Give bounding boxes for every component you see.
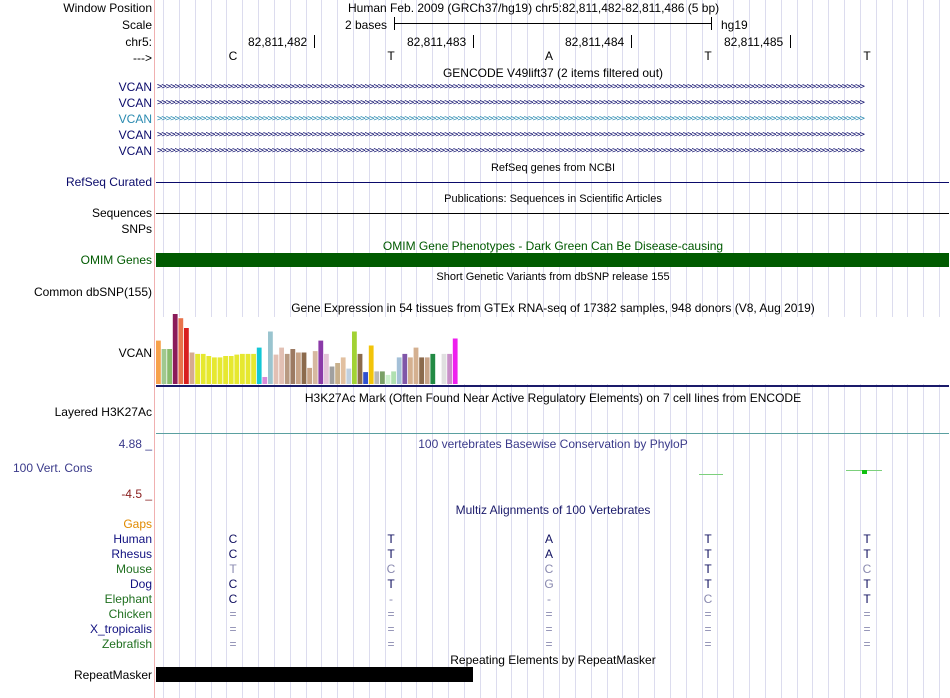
position-label: 82,811,483 bbox=[407, 35, 467, 49]
snps-label: SNPs bbox=[121, 222, 152, 236]
gtex-tissue-bar[interactable] bbox=[274, 355, 279, 384]
gaps-label: Gaps bbox=[123, 517, 152, 531]
gtex-tissue-bar[interactable] bbox=[335, 363, 340, 384]
gtex-tissue-bar[interactable] bbox=[285, 354, 290, 384]
gencode-title[interactable]: GENCODE V49lift37 (2 items filtered out) bbox=[442, 66, 664, 80]
strand-label: ---> bbox=[133, 51, 152, 65]
species-label[interactable]: Human bbox=[113, 532, 152, 546]
gtex-tissue-bar[interactable] bbox=[408, 357, 413, 384]
dbsnp-title[interactable]: Short Genetic Variants from dbSNP release 155 bbox=[436, 271, 670, 283]
gtex-tissue-bar[interactable] bbox=[374, 371, 379, 384]
position-tick bbox=[790, 35, 791, 48]
multiz-title[interactable]: Multiz Alignments of 100 Vertebrates bbox=[455, 503, 651, 517]
gencode-gene-label[interactable]: VCAN bbox=[118, 112, 152, 126]
reference-base: T bbox=[387, 49, 395, 63]
gtex-tissue-bar[interactable] bbox=[190, 353, 195, 385]
position-tick bbox=[314, 35, 315, 48]
alignment-base: C bbox=[386, 562, 396, 576]
gtex-tissue-bar[interactable] bbox=[313, 351, 318, 384]
gtex-tissue-bar[interactable] bbox=[184, 328, 189, 384]
publications-title[interactable]: Publications: Sequences in Scientific Articles bbox=[444, 193, 662, 205]
alignment-base: G bbox=[544, 577, 554, 591]
h3k27ac-baseline bbox=[156, 433, 949, 434]
scale-bar-right bbox=[711, 17, 712, 30]
alignment-base: = bbox=[229, 637, 237, 651]
conservation-mark bbox=[862, 470, 867, 474]
alignment-base: = bbox=[545, 607, 553, 621]
reference-base: T bbox=[863, 49, 871, 63]
alignment-base: = bbox=[863, 637, 871, 651]
gtex-bar-chart[interactable] bbox=[156, 313, 536, 385]
scale-db: hg19 bbox=[721, 18, 748, 32]
gtex-tissue-bar[interactable] bbox=[352, 332, 357, 385]
gtex-tissue-bar[interactable] bbox=[279, 348, 284, 384]
species-label[interactable]: X_tropicalis bbox=[89, 622, 152, 636]
gtex-tissue-bar[interactable] bbox=[240, 354, 245, 384]
repeatmasker-title[interactable]: Repeating Elements by RepeatMasker bbox=[450, 653, 656, 667]
gtex-tissue-bar[interactable] bbox=[363, 372, 368, 384]
gtex-tissue-bar[interactable] bbox=[290, 349, 295, 384]
gtex-tissue-bar[interactable] bbox=[302, 353, 307, 385]
gtex-tissue-bar[interactable] bbox=[257, 348, 262, 384]
alignment-base: C bbox=[862, 562, 872, 576]
gencode-transcript[interactable]: >>>>>>>>>>>>>>>>>>>>>>>>>>>>>>>>>>>>>>>>>>>>>>>>>>>>>>>>>>>>>>>>>>>>>>>>>>>>>>>>>>>>>>>>>>>>>>>>>>>>>>>>>>>>>>>>>>>>>>>>>>>>>>>>>>>>>>>>>>>>>>>>>>>>>>>>>>>>>>>> bbox=[157, 114, 864, 124]
alignment-base: C bbox=[228, 532, 238, 546]
gtex-tissue-bar[interactable] bbox=[419, 357, 424, 384]
alignment-base: = bbox=[704, 622, 712, 636]
alignment-base: T bbox=[704, 547, 712, 561]
alignment-base: C bbox=[703, 592, 713, 606]
gtex-label[interactable]: VCAN bbox=[118, 346, 152, 360]
assembly-title[interactable]: Human Feb. 2009 (GRCh37/hg19) chr5:82,811,482-82,811,486 (5 bp) bbox=[348, 1, 720, 15]
refseq-title[interactable]: RefSeq genes from NCBI bbox=[490, 162, 616, 174]
alignment-base: = bbox=[229, 622, 237, 636]
conservation-label[interactable]: 100 Vert. Cons bbox=[13, 461, 93, 475]
gencode-gene-label[interactable]: VCAN bbox=[118, 128, 152, 142]
alignment-base: = bbox=[387, 607, 395, 621]
conservation-min-label: -4.5 _ bbox=[121, 487, 152, 501]
position-tick bbox=[473, 35, 474, 48]
omim-label[interactable]: OMIM Genes bbox=[80, 253, 152, 267]
scale-text: 2 bases bbox=[345, 18, 388, 32]
gtex-tissue-bar[interactable] bbox=[246, 354, 251, 384]
alignment-base: T bbox=[863, 592, 871, 606]
alignment-base: T bbox=[704, 532, 712, 546]
alignment-base: - bbox=[547, 592, 551, 606]
window-position-label: Window Position bbox=[63, 1, 152, 15]
gtex-tissue-bar[interactable] bbox=[206, 356, 211, 384]
alignment-base: T bbox=[387, 547, 395, 561]
alignment-base: = bbox=[545, 637, 553, 651]
publications-label[interactable]: Sequences bbox=[91, 206, 152, 220]
gencode-transcript[interactable]: >>>>>>>>>>>>>>>>>>>>>>>>>>>>>>>>>>>>>>>>>>>>>>>>>>>>>>>>>>>>>>>>>>>>>>>>>>>>>>>>>>>>>>>>>>>>>>>>>>>>>>>>>>>>>>>>>>>>>>>>>>>>>>>>>>>>>>>>>>>>>>>>>>>>>>>>>>>>>>>> bbox=[157, 146, 864, 156]
gencode-transcript[interactable]: >>>>>>>>>>>>>>>>>>>>>>>>>>>>>>>>>>>>>>>>>>>>>>>>>>>>>>>>>>>>>>>>>>>>>>>>>>>>>>>>>>>>>>>>>>>>>>>>>>>>>>>>>>>>>>>>>>>>>>>>>>>>>>>>>>>>>>>>>>>>>>>>>>>>>>>>>>>>>>>> bbox=[157, 82, 864, 92]
scale-bar bbox=[394, 23, 712, 24]
gtex-tissue-bar[interactable] bbox=[341, 357, 346, 384]
species-label[interactable]: Zebrafish bbox=[101, 637, 152, 651]
gencode-gene-label[interactable]: VCAN bbox=[118, 144, 152, 158]
alignment-base: C bbox=[228, 592, 238, 606]
refseq-label[interactable]: RefSeq Curated bbox=[65, 175, 152, 189]
gtex-tissue-bar[interactable] bbox=[318, 341, 323, 384]
conservation-title[interactable]: 100 vertebrates Basewise Conservation by PhyloP bbox=[418, 437, 688, 451]
label-divider bbox=[154, 0, 155, 698]
alignment-base: T bbox=[704, 562, 712, 576]
alignment-base: C bbox=[544, 562, 554, 576]
alignment-base: T bbox=[229, 562, 237, 576]
gtex-tissue-bar[interactable] bbox=[330, 367, 335, 385]
gtex-baseline bbox=[156, 385, 949, 387]
gtex-tissue-bar[interactable] bbox=[173, 314, 178, 384]
gencode-gene-label[interactable]: VCAN bbox=[118, 80, 152, 94]
gtex-tissue-bar[interactable] bbox=[453, 339, 458, 385]
gtex-tissue-bar[interactable] bbox=[391, 371, 396, 384]
position-label: 82,811,485 bbox=[724, 35, 784, 49]
alignment-base: T bbox=[863, 547, 871, 561]
alignment-base: A bbox=[544, 532, 553, 546]
gtex-tissue-bar[interactable] bbox=[251, 354, 256, 384]
gtex-tissue-bar[interactable] bbox=[386, 375, 391, 384]
h3k27ac-label[interactable]: Layered H3K27Ac bbox=[54, 405, 152, 419]
conservation-mark bbox=[699, 474, 723, 475]
gtex-tissue-bar[interactable] bbox=[201, 354, 206, 384]
gtex-tissue-bar[interactable] bbox=[307, 368, 312, 384]
gtex-tissue-bar[interactable] bbox=[358, 354, 363, 384]
species-label[interactable]: Dog bbox=[129, 577, 152, 591]
gtex-tissue-bar[interactable] bbox=[380, 371, 385, 384]
gtex-tissue-bar[interactable] bbox=[346, 369, 351, 384]
gtex-tissue-bar[interactable] bbox=[414, 348, 419, 384]
reference-base: T bbox=[704, 49, 712, 63]
position-label: 82,811,482 bbox=[248, 35, 308, 49]
gtex-tissue-bar[interactable] bbox=[167, 349, 172, 384]
refseq-line[interactable] bbox=[156, 182, 949, 183]
gtex-tissue-bar[interactable] bbox=[397, 357, 402, 384]
alignment-base: - bbox=[389, 592, 393, 606]
gtex-tissue-bar[interactable] bbox=[430, 354, 435, 384]
omim-bar[interactable] bbox=[156, 253, 949, 267]
alignment-base: T bbox=[387, 577, 395, 591]
gtex-tissue-bar[interactable] bbox=[212, 357, 217, 384]
scale-label: Scale bbox=[121, 18, 152, 32]
repeatmasker-label[interactable]: RepeatMasker bbox=[73, 668, 152, 682]
alignment-base: = bbox=[863, 607, 871, 621]
repeatmasker-element[interactable] bbox=[156, 667, 473, 682]
alignment-base: C bbox=[228, 547, 238, 561]
dbsnp-label[interactable]: Common dbSNP(155) bbox=[33, 285, 152, 299]
alignment-base: = bbox=[704, 637, 712, 651]
gtex-tissue-bar[interactable] bbox=[425, 357, 430, 384]
alignment-base: = bbox=[545, 622, 553, 636]
gtex-tissue-bar[interactable] bbox=[178, 318, 183, 384]
position-label: 82,811,484 bbox=[565, 35, 625, 49]
gtex-tissue-bar[interactable] bbox=[436, 354, 441, 384]
gencode-transcript[interactable]: >>>>>>>>>>>>>>>>>>>>>>>>>>>>>>>>>>>>>>>>>>>>>>>>>>>>>>>>>>>>>>>>>>>>>>>>>>>>>>>>>>>>>>>>>>>>>>>>>>>>>>>>>>>>>>>>>>>>>>>>>>>>>>>>>>>>>>>>>>>>>>>>>>>>>>>>>>>>>>>> bbox=[157, 130, 864, 140]
gtex-tissue-bar[interactable] bbox=[268, 332, 273, 385]
alignment-base: T bbox=[387, 532, 395, 546]
alignment-base: = bbox=[387, 637, 395, 651]
alignment-base: C bbox=[228, 577, 238, 591]
gtex-tissue-bar[interactable] bbox=[195, 354, 200, 384]
gtex-tissue-bar[interactable] bbox=[447, 354, 452, 384]
gtex-tissue-bar[interactable] bbox=[402, 354, 407, 384]
omim-title[interactable]: OMIM Gene Phenotypes - Dark Green Can Be Disease-causing bbox=[382, 239, 724, 253]
gtex-tissue-bar[interactable] bbox=[324, 354, 329, 384]
gtex-tissue-bar[interactable] bbox=[223, 356, 228, 384]
gtex-tissue-bar[interactable] bbox=[162, 349, 167, 384]
reference-base: A bbox=[544, 49, 553, 63]
alignment-base: = bbox=[229, 607, 237, 621]
gtex-tissue-bar[interactable] bbox=[296, 353, 301, 385]
conservation-max-label: 4.88 _ bbox=[118, 437, 152, 451]
gencode-gene-label[interactable]: VCAN bbox=[118, 96, 152, 110]
alignment-base: T bbox=[863, 577, 871, 591]
gtex-tissue-bar[interactable] bbox=[218, 357, 223, 384]
alignment-base: T bbox=[704, 577, 712, 591]
chrom-label: chr5: bbox=[125, 35, 152, 49]
species-label[interactable]: Elephant bbox=[104, 592, 152, 606]
reference-base: C bbox=[228, 49, 238, 63]
gtex-tissue-bar[interactable] bbox=[234, 355, 239, 384]
gencode-transcript[interactable]: >>>>>>>>>>>>>>>>>>>>>>>>>>>>>>>>>>>>>>>>>>>>>>>>>>>>>>>>>>>>>>>>>>>>>>>>>>>>>>>>>>>>>>>>>>>>>>>>>>>>>>>>>>>>>>>>>>>>>>>>>>>>>>>>>>>>>>>>>>>>>>>>>>>>>>>>>>>>>>>> bbox=[157, 98, 864, 108]
gtex-tissue-bar[interactable] bbox=[156, 341, 161, 384]
alignment-base: = bbox=[387, 622, 395, 636]
h3k27ac-title[interactable]: H3K27Ac Mark (Often Found Near Active Regulatory Elements) on 7 cell lines from ENCODE bbox=[304, 391, 802, 405]
publications-line[interactable] bbox=[156, 213, 949, 214]
gtex-tissue-bar[interactable] bbox=[442, 354, 447, 384]
gtex-tissue-bar[interactable] bbox=[262, 377, 267, 384]
alignment-base: = bbox=[863, 622, 871, 636]
alignment-base: T bbox=[863, 532, 871, 546]
alignment-base: A bbox=[544, 547, 553, 561]
gtex-title[interactable]: Gene Expression in 54 tissues from GTEx RNA-seq of 17382 samples, 948 donors (V8, Aug 2019) bbox=[291, 301, 815, 315]
species-label[interactable]: Rhesus bbox=[111, 547, 152, 561]
gtex-tissue-bar[interactable] bbox=[369, 346, 374, 385]
species-label[interactable]: Mouse bbox=[115, 562, 152, 576]
position-tick bbox=[631, 35, 632, 48]
species-label[interactable]: Chicken bbox=[108, 607, 152, 621]
gtex-tissue-bar[interactable] bbox=[229, 356, 234, 384]
alignment-base: = bbox=[704, 607, 712, 621]
